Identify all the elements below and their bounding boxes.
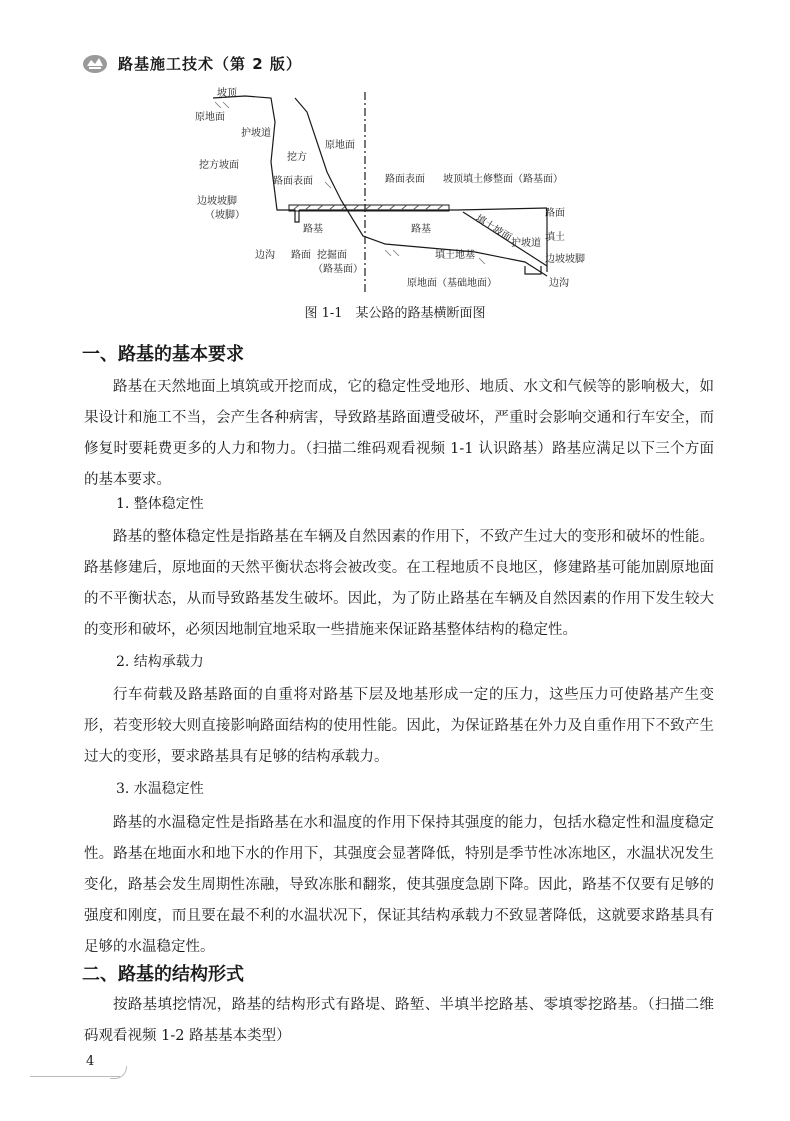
page-number: 4 — [86, 1054, 95, 1069]
label-protective-berm: 护坡道 — [241, 128, 271, 139]
label-berm-right: 护坡道 — [511, 238, 541, 249]
footer-rule — [30, 1076, 120, 1077]
paragraph-structural-forms: 按路基填挖情况，路基的结构形式有路堤、路堑、半填半挖路基、零填零挖路基。（扫描二维码观看视频 1-2 路基基本类型） — [84, 997, 714, 1044]
label-slope-top: 坡顶 — [217, 88, 237, 99]
subheading-overall-stability: 1. 整体稳定性 — [116, 496, 204, 512]
label-pavement: 路面 — [545, 208, 565, 219]
section-heading-basic-requirements: 一、路基的基本要求 — [82, 344, 244, 365]
label-cut: 挖方 — [287, 152, 307, 163]
label-fill-foundation: 填土地基 — [435, 250, 475, 261]
paragraph-hydrothermal-stability: 路基的水温稳定性是指路基在水和温度的作用下保持其强度的能力，包括水稳定性和温度稳定性。路基在地面水和地下水的作用下，其强度会显著降低，特别是季节性冰冻地区，水温状况发生变化，路基会发生周期性冻融，导致冻胀和翻浆，使其强度急剧下降。因此，路基不仅要有足够的强度和刚度，而且要在最不利的水温状况下，保证其结构承载力不致显著降低，这就要求路基具有足够的水温稳定性。 — [84, 815, 714, 955]
label-road-surface-mid: 路面表面 — [385, 174, 425, 185]
label-subgrade-left: 路基 — [303, 224, 323, 235]
label-original-ground-base: 原地面（基础地面） — [407, 278, 497, 289]
paragraph-intro: 路基在天然地面上填筑或开挖而成，它的稳定性受地形、地质、水文和气候等的影响极大，如果设计和施工不当，会产生各种病害，导致路基路面遭受破坏，严重时会影响交通和行车安全，而修复时要耗费更多的人力和物力。（扫描二维码观看视频 1-1 认识路基）路基应满足以下三个方面的基本要求。 — [84, 379, 714, 488]
subheading-hydrothermal-stability: 3. 水温稳定性 — [116, 781, 204, 797]
label-slope-top-fill: 坡顶填土修整面（路基面） — [443, 174, 563, 185]
book-logo-icon — [82, 52, 108, 74]
subheading-structural-capacity: 2. 结构承载力 — [116, 654, 204, 670]
label-slope-toe-right: 边坡坡脚 — [545, 254, 585, 265]
paragraph-overall-stability: 路基的整体稳定性是指路基在车辆及自然因素的作用下，不致产生过大的变形和破坏的性能。路基修建后，原地面的天然平衡状态将会被改变。在工程地质不良地区，修建路基可能加剧原地面的不平衡状态，从而导致路基发生破坏。因此，为了防止路基在车辆及自然因素的作用下发生较大的变形和破坏，必须因地制宜地采取一些措施来保证路基整体结构的稳定性。 — [84, 529, 714, 638]
label-ditch-right: 边沟 — [549, 278, 569, 289]
label-fill-slope-face: 填土坡面 — [473, 213, 514, 244]
footer-curve — [110, 1066, 127, 1079]
label-original-ground: 原地面 — [195, 112, 225, 123]
label-original-ground-right: 原地面 — [325, 140, 355, 151]
label-pavement-bottom: 路面 — [291, 250, 311, 261]
label-ditch-left: 边沟 — [255, 250, 275, 261]
page-header — [82, 50, 302, 76]
label-excavation-face-paren: （路基面） — [313, 264, 363, 275]
subgrade-cross-section-figure — [195, 82, 615, 302]
paragraph-structural-capacity: 行车荷载及路基路面的自重将对路基下层及地基形成一定的压力，这些压力可使路基产生变形，若变形较大则直接影响路面结构的使用性能。因此，为保证路基在外力及自重作用下不致产生过大的变形，要求路基具有足够的结构承载力。 — [84, 687, 714, 765]
label-road-surface-left: 路面表面 — [273, 176, 313, 187]
label-slope-toe: 边坡坡脚 — [197, 196, 237, 207]
label-excavation-face: 挖掘面 — [317, 250, 347, 261]
label-subgrade-mid: 路基 — [411, 224, 431, 235]
label-cut-slope-face: 挖方坡面 — [199, 160, 239, 171]
label-fill: 填土 — [545, 232, 565, 243]
section-heading-structural-forms: 二、路基的结构形式 — [82, 964, 244, 985]
figure-caption: 图 1-1 某公路的路基横断面图 — [304, 306, 486, 321]
cross-section-diagram — [195, 82, 615, 302]
book-title: 路基施工技术（第 2 版） — [118, 54, 302, 73]
label-slope-toe-paren: （坡脚） — [205, 210, 245, 221]
